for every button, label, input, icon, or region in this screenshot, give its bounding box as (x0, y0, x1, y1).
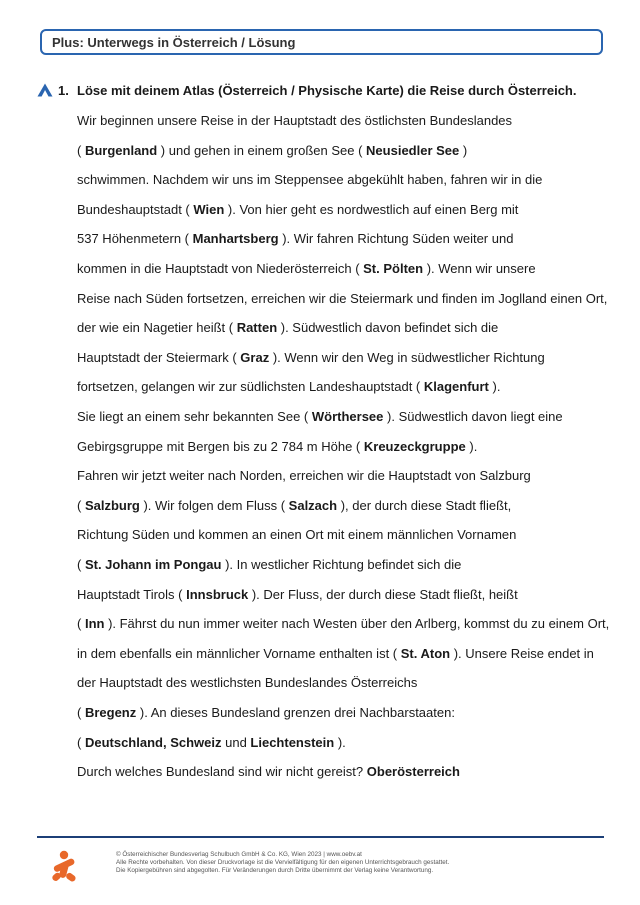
text-segment: 537 Höhenmetern ( (77, 231, 193, 247)
text-line (77, 735, 346, 751)
footer-divider (37, 836, 604, 838)
footer-line: Alle Rechte vorbehalten. Von dieser Druckvorlage ist die Vervielfältigung für den eigenen Unterrichtsgebrauch gestattet. (116, 859, 450, 866)
text-segment: Sie liegt an einem sehr bekannten See ( (77, 409, 312, 424)
text-line (77, 350, 545, 366)
text-line (77, 202, 518, 218)
text-line (77, 557, 461, 573)
text-segment: ). Fährst du nun immer weiter nach Westen über den Arlberg, kommst du zu einem Ort, (104, 616, 610, 632)
text-segment: ). An dieses Bundesland grenzen drei Nachbarstaaten: (136, 705, 455, 720)
text-segment: Bundeshauptstadt ( (77, 201, 194, 217)
text-segment: ). Wenn wir den Weg in südwestlicher Richtung (269, 349, 545, 365)
text-segment: ). Der Fluss, der durch diese Stadt fließt, heißt (248, 586, 518, 602)
oebv-logo (50, 850, 78, 884)
text-line (77, 143, 467, 159)
text-segment: ) (459, 142, 468, 158)
text-segment: Hauptstadt Tirols ( (77, 586, 187, 602)
answer-text: Liechtenstein (250, 734, 335, 750)
text-line (77, 113, 512, 129)
text-line (77, 320, 498, 336)
text-line (77, 675, 417, 691)
answer-text: Wörthersee (311, 409, 384, 424)
text-segment: ). Unsere Reise endet in (450, 645, 594, 661)
answer-text: Ratten (236, 320, 278, 336)
text-segment: Reise nach Süden fortsetzen, erreichen wir die Steiermark und finden im Joglland einen Ort, (77, 290, 608, 306)
text-segment: ). (334, 734, 346, 750)
text-segment: ( (77, 142, 85, 158)
text-segment: schwimmen. Nachdem wir uns im Steppensee abgekühlt haben, fahren wir in die (77, 172, 543, 188)
text-segment: ). (465, 438, 478, 454)
answer-text: Graz (240, 349, 270, 365)
text-segment: Durch welches Bundesland sind wir nicht gereist? (77, 764, 367, 780)
answer-text: Salzach (288, 497, 338, 513)
text-segment: kommen in die Hauptstadt von Niederösterreich ( (77, 261, 364, 276)
answer-text: Bregenz (84, 705, 137, 720)
text-segment: der wie ein Nagetier heißt ( (77, 320, 237, 336)
text-line (77, 616, 609, 632)
text-segment: ). (488, 379, 501, 395)
text-line (77, 291, 607, 307)
task-title: Löse mit deinem Atlas (Österreich / Physische Karte) die Reise durch Österreich. (77, 83, 577, 98)
footer-copyright (116, 851, 449, 875)
text-segment: ). In westlicher Richtung befindet sich die (221, 557, 462, 572)
text-line (77, 409, 563, 425)
text-segment: Richtung Süden und kommen an einen Ort mit einem männlichen Vornamen (77, 527, 517, 543)
text-segment: ) und gehen in einem großen See ( (157, 142, 367, 158)
text-segment: ( (77, 557, 85, 572)
answer-text: Neusiedler See (366, 142, 460, 158)
text-line (77, 379, 500, 395)
text-segment: ). Südwestlich davon befindet sich die (277, 320, 499, 336)
answer-text: Manhartsberg (192, 231, 279, 247)
text-line (77, 261, 536, 277)
text-segment: ( (77, 705, 85, 720)
text-segment: ). Wir folgen dem Fluss ( (139, 497, 289, 513)
answer-text: Kreuzeckgruppe (363, 438, 466, 454)
text-segment: der Hauptstadt des westlichsten Bundeslandes Österreichs (77, 675, 418, 691)
text-segment: ). Von hier geht es nordwestlich auf einen Berg mit (224, 201, 519, 217)
answer-text: Innsbruck (186, 586, 249, 602)
text-segment: Gebirgsgruppe mit Bergen bis zu 2 784 m Höhe ( (77, 438, 364, 454)
text-line (77, 705, 455, 721)
header-box (40, 29, 603, 55)
text-line (77, 527, 516, 543)
answer-text: Inn (84, 616, 105, 632)
text-segment: ( (77, 616, 85, 632)
answer-text: St. Aton (400, 645, 451, 661)
text-line (77, 764, 460, 780)
answer-text: Burgenland (84, 142, 158, 158)
text-segment: ). Wenn wir unsere (423, 261, 536, 276)
text-segment: Fahren wir jetzt weiter nach Norden, erreichen wir die Hauptstadt von Salzburg (77, 468, 531, 484)
text-line (77, 498, 511, 514)
answer-text: Salzburg (84, 497, 140, 513)
text-line (77, 646, 594, 662)
answer-text: Klagenfurt (423, 379, 489, 395)
answer-text: St. Pölten (363, 261, 424, 276)
text-segment: ( (77, 497, 85, 513)
answer-text: Wien (193, 201, 225, 217)
triangle-level-icon (37, 83, 53, 97)
text-segment: Hauptstadt der Steiermark ( (77, 349, 241, 365)
text-segment: ). Wir fahren Richtung Süden weiter und (278, 231, 514, 247)
text-segment: ). Südwestlich davon liegt eine (383, 409, 563, 424)
text-segment: ( (77, 734, 85, 750)
text-segment: in dem ebenfalls ein männlicher Vorname enthalten ist ( (77, 645, 401, 661)
footer-line: © Österreichischer Bundesverlag Schulbuch GmbH & Co. KG, Wien 2023 | www.oebv.at (116, 851, 362, 858)
answer-text: Oberösterreich (366, 764, 460, 780)
text-line (77, 172, 542, 188)
task-number: 1. (58, 83, 69, 98)
text-segment: fortsetzen, gelangen wir zur südlichsten Landeshauptstadt ( (77, 379, 424, 395)
answer-text: Deutschland, Schweiz (84, 734, 222, 750)
text-line (77, 231, 513, 247)
text-line (77, 439, 477, 455)
text-segment: Wir beginnen unsere Reise in der Hauptstadt des östlichsten Bundeslandes (77, 113, 513, 128)
footer-line: Die Kopiergebühren sind abgegolten. Für Veränderungen durch Dritte übernimmt der Verlag keine Verantwortung. (116, 867, 434, 874)
page-title: Plus: Unterwegs in Österreich / Lösung (52, 34, 296, 50)
text-line (77, 587, 518, 603)
text-segment: und (221, 734, 251, 750)
text-segment: ), der durch diese Stadt fließt, (337, 497, 512, 513)
answer-text: St. Johann im Pongau (84, 557, 222, 572)
text-line (77, 468, 531, 484)
